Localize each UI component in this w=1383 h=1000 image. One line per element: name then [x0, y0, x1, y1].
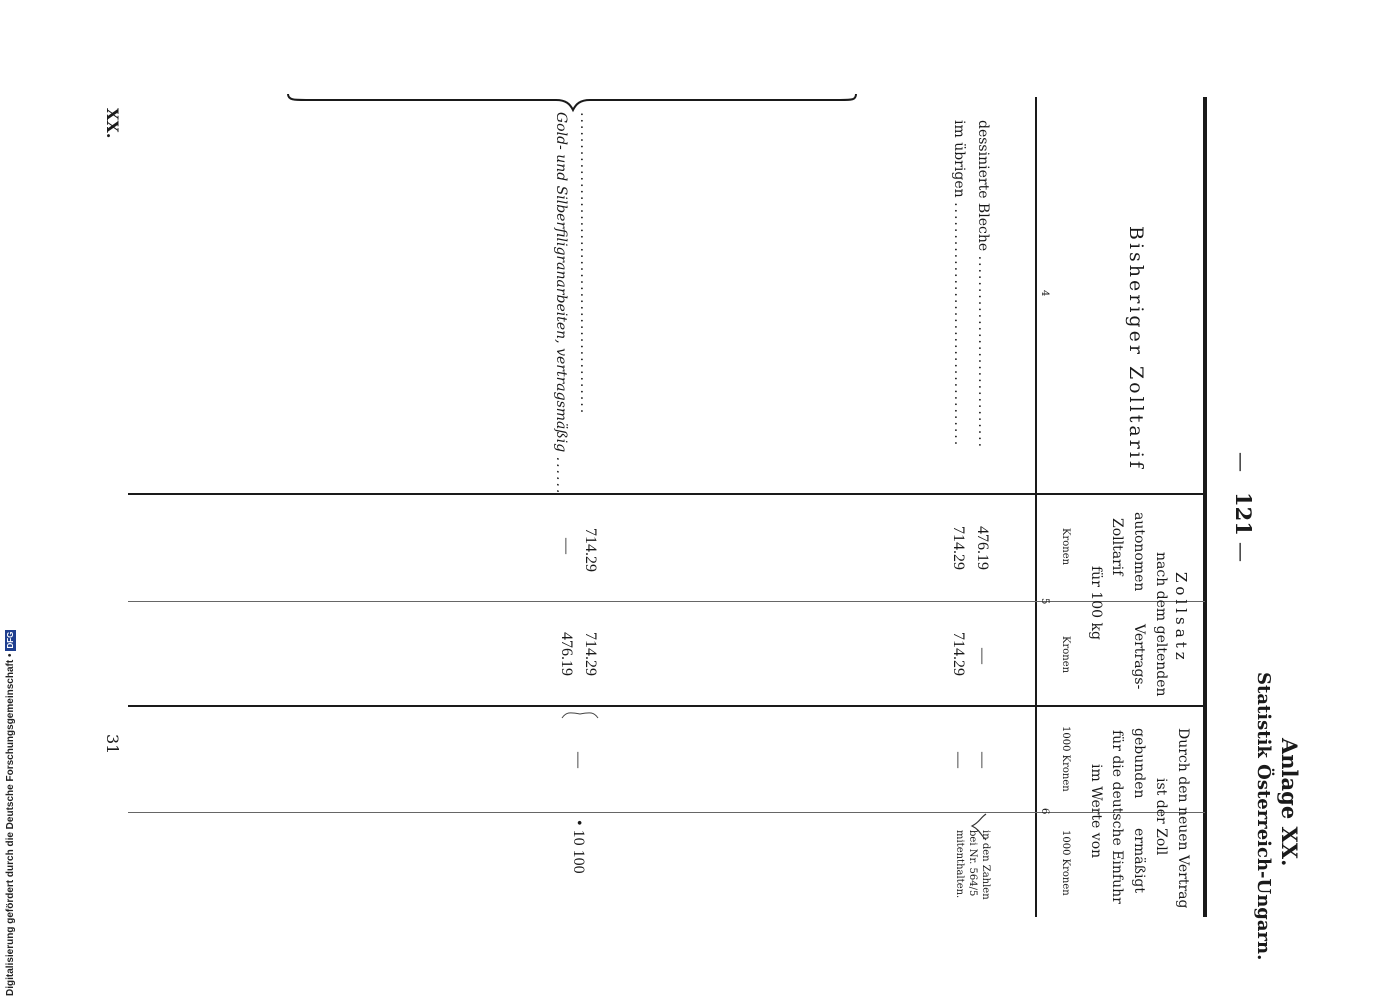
row-1-reduced-note-line1: in den Zahlen — [980, 830, 991, 900]
row-1-label: dessinierte Bleche .............................. — [975, 120, 991, 450]
column-6-unit-a: 1000 Kronen — [1060, 726, 1071, 792]
page-number-dash-right: — — [1230, 542, 1254, 562]
column-5-sub-vertrags: Vertrags- — [1131, 624, 1147, 690]
sheet-number: 31 — [103, 734, 122, 755]
annex-subtitle: Statistik Österreich-Ungarn. — [1253, 672, 1274, 961]
dfg-logo-icon: DFG — [5, 631, 15, 649]
column-5-title-line1: Zollsatz — [1172, 572, 1190, 664]
row-1-reduced-note-line2: bei Nr. 564/5 — [967, 830, 978, 897]
group-autonomous-rate-1: 714.29 — [582, 528, 599, 572]
column-5-number: 5 — [1039, 598, 1050, 605]
group-reduced-value: • 10 100 — [570, 820, 587, 874]
column-6-line4: im Werte von — [1088, 764, 1104, 859]
page-number-dash-left: — — [1230, 452, 1254, 472]
column-6-title-line1: Durch den neuen Vertrag — [1175, 728, 1191, 909]
column-separator-4-5 — [128, 493, 1205, 495]
digitization-note: Digitalisierung gefördert durch die Deutsche Forschungsgemeinschaft • DFG — [4, 631, 16, 996]
row-2-label: im übrigen ...................................... — [951, 120, 967, 448]
group-value-brace-icon — [560, 706, 600, 720]
row-1-reduced-note-line3: mitenthalten. — [954, 830, 965, 899]
group-treaty-rate-1: 714.29 — [582, 632, 599, 676]
column-4-title: Bisheriger Zolltarif — [1125, 226, 1147, 471]
column-5-title-line2: nach dem geltenden — [1153, 552, 1169, 697]
table-header-rule — [1035, 97, 1037, 917]
column-6-title-line2: ist der Zoll — [1153, 778, 1169, 856]
column-6-number: 6 — [1039, 808, 1050, 815]
group-autonomous-rate-2: — — [558, 538, 575, 554]
row-1-bound-value: — — [974, 752, 991, 768]
column-5-unit-b: Kronen — [1060, 636, 1071, 674]
column-6-sub-ermaessigt: ermäßigt — [1131, 828, 1147, 894]
column-6-sub-gebunden: gebunden — [1131, 728, 1147, 799]
group-label: Gold- und Silberfiligranarbeiten, vertragsmäßig ...... — [553, 112, 569, 496]
group-brace-icon — [286, 84, 860, 114]
table-top-rule — [1203, 97, 1207, 917]
group-treaty-rate-2: 476.19 — [558, 632, 575, 676]
column-5-sub-zolltarif: Zolltarif — [1109, 518, 1125, 576]
group-bound-value: — — [570, 752, 587, 768]
sheet-label: XX. — [103, 108, 122, 139]
column-4-number: 4 — [1039, 290, 1050, 297]
column-5-unit-a: Kronen — [1060, 528, 1071, 566]
row-2-bound-value: — — [950, 752, 967, 768]
column-separator-5-6 — [128, 705, 1205, 707]
column-5-unit-line: für 100 kg — [1088, 566, 1104, 640]
row-brace-icon — [950, 812, 990, 842]
row-2-treaty-rate: 714.29 — [950, 632, 967, 676]
column-6-line3: für die deutsche Einfuhr — [1109, 730, 1125, 904]
column-6-unit-b: 1000 Kronen — [1060, 830, 1071, 896]
annex-title: Anlage XX. — [1277, 738, 1302, 867]
column-5-sub-autonomen: autonomen — [1131, 512, 1147, 592]
group-dot-leader: ............................................... — [577, 112, 593, 416]
row-1-treaty-rate: — — [974, 648, 991, 664]
row-2-autonomous-rate: 714.29 — [950, 526, 967, 570]
page-number: 121 — [1231, 492, 1256, 536]
row-1-autonomous-rate: 476.19 — [974, 526, 991, 570]
